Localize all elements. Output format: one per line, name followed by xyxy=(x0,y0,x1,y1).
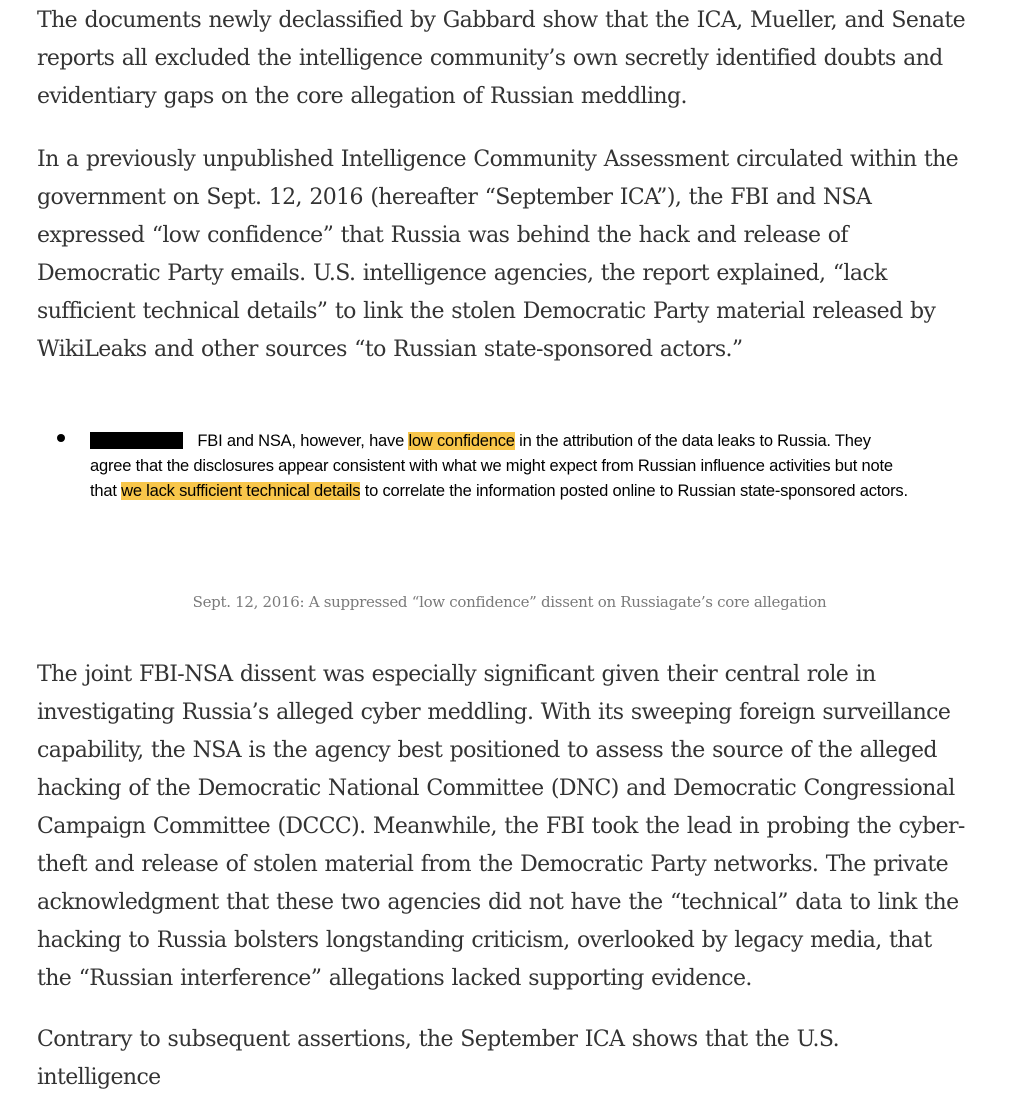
highlight-low-confidence: low confidence xyxy=(408,432,515,450)
paragraph-intro: The documents newly declassified by Gabbard show that the ICA, Mueller, and Senate reports all excluded the intelligence community’s own secretly identified doubts and evidentiary gaps on the core allegation of Russian meddling. xyxy=(37,8,966,109)
paragraph-fbi-nsa-dissent: The joint FBI-NSA dissent was especially significant given their central role in investigating Russia’s alleged cyber meddling. With its sweeping foreign surveillance capability, the NSA is the agency best positioned to assess the source of the alleged hacking of the Democratic National Committee (DNC) and Democratic Congressional Campaign Committee (DCCC). Meanwhile, the FBI took the lead in probing the cyber-theft and release of stolen material from the Democratic Party networks. The private acknowledgment that these two agencies did not have the “technical” data to link the hacking to Russia bolsters longstanding criticism, overlooked by legacy media, that the “Russian interference” allegations lacked supporting evidence. xyxy=(37,662,965,991)
document-excerpt-text xyxy=(90,429,910,504)
paragraph-september-ica: In a previously unpublished Intelligence Community Assessment circulated within the government on Sept. 12, 2016 (hereafter “September ICA”), the FBI and NSA expressed “low confidence” that Russia was behind the hack and release of Democratic Party emails. U.S. intelligence agencies, the report explained, “lack sufficient technical details” to link the stolen Democratic Party material released by WikiLeaks and other sources “to Russian state-sponsored actors.” xyxy=(37,147,959,362)
highlight-technical-details: we lack sufficient technical details xyxy=(121,482,361,500)
paragraph-contrary: Contrary to subsequent assertions, the September ICA shows that the U.S. intelligence xyxy=(37,1027,839,1090)
excerpt-part-3: to correlate the information posted online to Russian state-sponsored actors. xyxy=(360,482,908,500)
bullet-icon xyxy=(57,434,65,442)
document-excerpt-figure xyxy=(37,400,982,625)
figure-caption: Sept. 12, 2016: A suppressed “low confidence” dissent on Russiagate’s core allegation xyxy=(192,593,827,611)
excerpt-part-1: FBI and NSA, however, have xyxy=(193,432,409,450)
excerpt-part-2: in the attribution of the data leaks to Russia. They agree that the disclosures appear consistent with what we might expect from Russian influence activities but note that xyxy=(90,432,893,500)
redaction-bar xyxy=(90,432,183,449)
